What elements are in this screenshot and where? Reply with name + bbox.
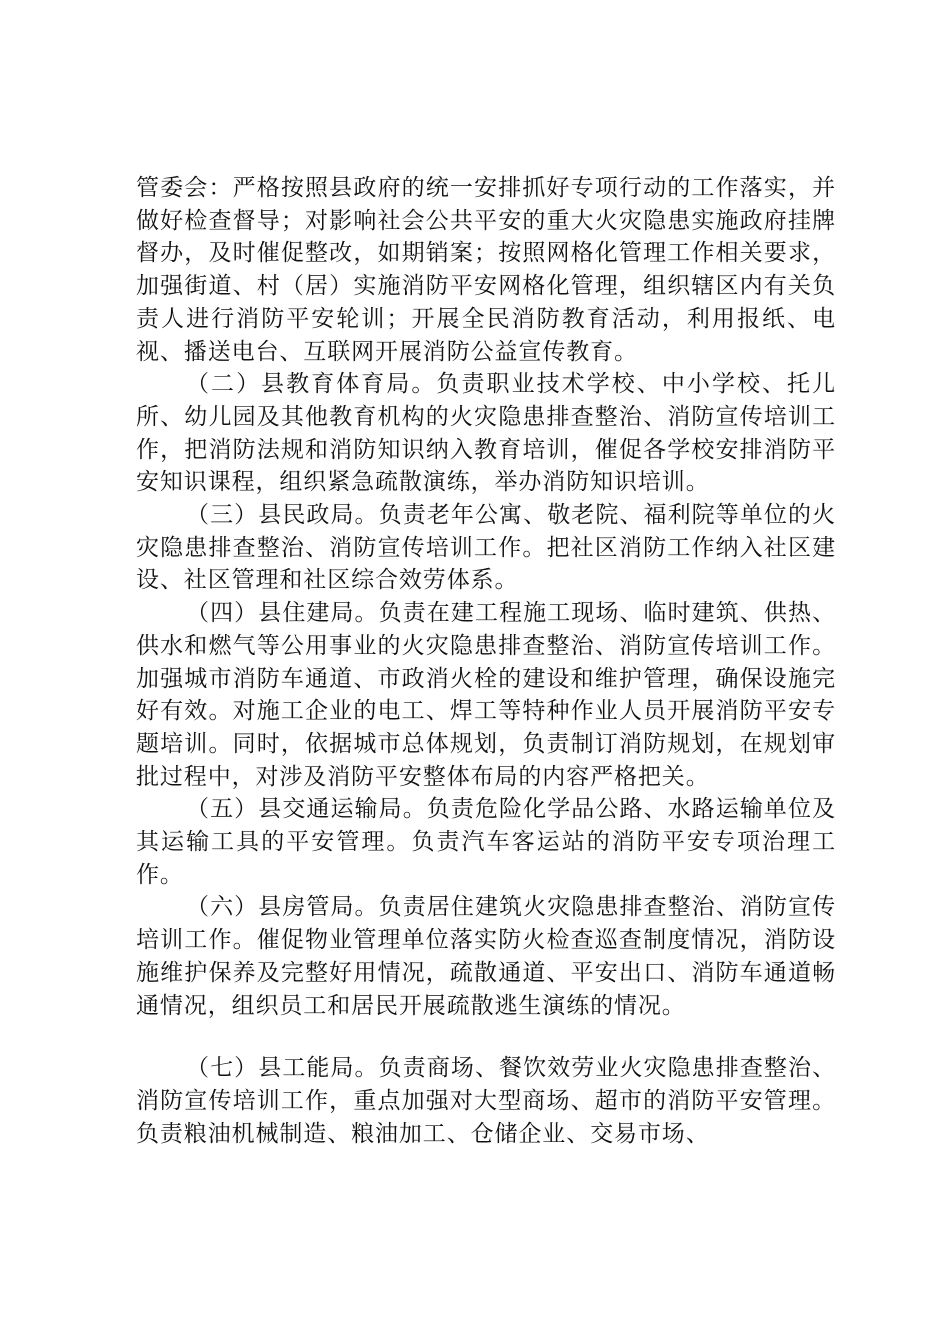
document-body — [136, 172, 836, 1150]
paragraph-housing-management-bureau: （六）县房管局。负责居住建筑火灾隐患排查整治、消防宣传培训工作。催促物业管理单位落实防火检查巡查制度情况，消防设施维护保养及完整好用情况，疏散通道、平安出口、消防车通道畅通情况，组织员工和居民开展疏散逃生演练的情况。 — [136, 894, 836, 1019]
paragraph-civil-affairs-bureau: （三）县民政局。负责老年公寓、敬老院、福利院等单位的火灾隐患排查整治、消防宣传培训工作。把社区消防工作纳入社区建设、社区管理和社区综合效劳体系。 — [136, 502, 836, 594]
paragraph-transport-bureau: （五）县交通运输局。负责危险化学品公路、水路运输单位及其运输工具的平安管理。负责汽车客运站的消防平安专项治理工作。 — [136, 796, 836, 888]
paragraph-housing-construction-bureau: （四）县住建局。负责在建工程施工现场、临时建筑、供热、供水和燃气等公用事业的火灾隐患排查整治、消防宣传培训工作。加强城市消防车通道、市政消火栓的建设和维护管理，确保设施完好有效。对施工企业的电工、焊工等特种作业人员开展消防平安专题培训。同时，依据城市总体规划，负责制订消防规划，在规划审批过程中，对涉及消防平安整体布局的内容严格把关。 — [136, 600, 836, 790]
paragraph-continuation: 管委会：严格按照县政府的统一安排抓好专项行动的工作落实，并做好检查督导；对影响社会公共平安的重大火灾隐患实施政府挂牌督办，及时催促整改，如期销案；按照网格化管理工作相关要求，加强街道、村（居）实施消防平安网格化管理，组织辖区内有关负责人进行消防平安轮训；开展全民消防教育活动，利用报纸、电视、播送电台、互联网开展消防公益宣传教育。 — [136, 175, 836, 365]
paragraph-industry-bureau: （七）县工能局。负责商场、餐饮效劳业火灾隐患排查整治、消防宣传培训工作，重点加强对大型商场、超市的消防平安管理。负责粮油机械制造、粮油加工、仓储企业、交易市场、 — [136, 1055, 836, 1147]
paragraph-gap — [136, 1022, 836, 1052]
paragraph-education-bureau: （二）县教育体育局。负责职业技术学校、中小学校、托儿所、幼儿园及其他教育机构的火灾隐患排查整治、消防宣传培训工作，把消防法规和消防知识纳入教育培训，催促各学校安排消防平安知识课程，组织紧急疏散演练，举办消防知识培训。 — [136, 371, 836, 496]
